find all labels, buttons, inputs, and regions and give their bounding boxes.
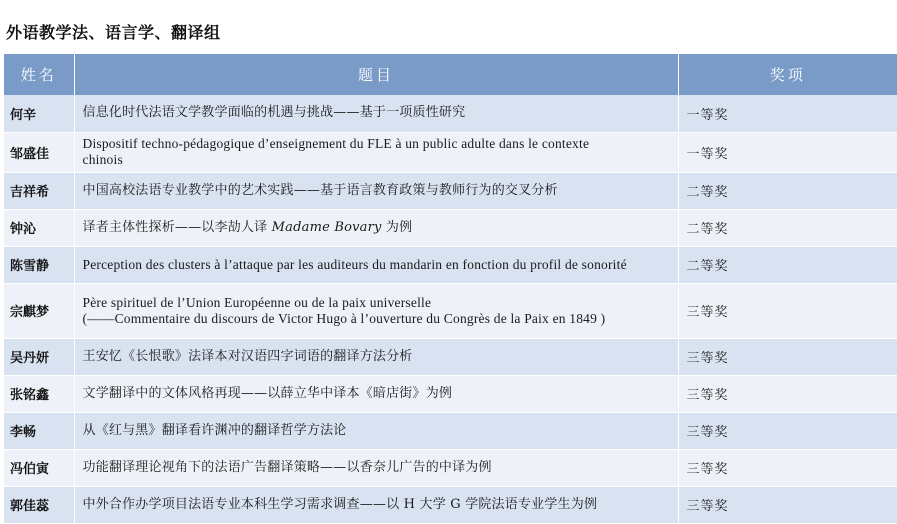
table-row bbox=[4, 375, 897, 412]
table-row bbox=[4, 412, 897, 449]
table-row bbox=[4, 209, 897, 246]
cell-award: 三等奖 bbox=[678, 375, 897, 412]
cell-title bbox=[74, 486, 678, 523]
cell-award: 三等奖 bbox=[678, 449, 897, 486]
cell-name: 钟沁 bbox=[4, 209, 74, 246]
section-title: 外语教学法、语言学、翻译组 bbox=[6, 23, 221, 42]
title-line: chinois bbox=[82, 152, 123, 167]
title-line: Perception des clusters à l’attaque par les auditeurs du mandarin en fonction du profil de sonorité bbox=[82, 256, 627, 272]
table-row bbox=[4, 95, 897, 132]
awards-table bbox=[4, 54, 897, 524]
cell-award: 一等奖 bbox=[678, 132, 897, 172]
title-line: 中国高校法语专业教学中的艺术实践——基于语言教育政策与教师行为的交叉分析 bbox=[82, 182, 558, 198]
title-pre: 译者主体性探析——以李劼人译 bbox=[82, 219, 272, 235]
cell-name: 吉祥希 bbox=[4, 172, 74, 209]
title-line: 中外合作办学项目法语专业本科生学习需求调查——以 H 大学 G 学院法语专业学生为例 bbox=[82, 496, 598, 512]
title-line: 王安忆《长恨歌》法译本对汉语四字词语的翻译方法分析 bbox=[82, 348, 413, 364]
table-row bbox=[4, 172, 897, 209]
cell-name: 何辛 bbox=[4, 95, 74, 132]
table-row bbox=[4, 486, 897, 523]
title-post: 为例 bbox=[381, 219, 413, 235]
title-line: Dispositif techno-pédagogique d’enseignement du FLE à un public adulte dans le contexte bbox=[82, 136, 590, 151]
cell-award: 三等奖 bbox=[678, 412, 897, 449]
title-line: Père spirituel de l’Union Européenne ou de la paix universelle bbox=[82, 294, 432, 310]
cell-title bbox=[74, 338, 678, 375]
cell-title bbox=[74, 375, 678, 412]
table-row bbox=[4, 449, 897, 486]
cell-title bbox=[74, 132, 678, 172]
header-title: 题目 bbox=[74, 54, 678, 95]
title-line: 信息化时代法语文学教学面临的机遇与挑战——基于一项质性研究 bbox=[82, 105, 466, 121]
header-award: 奖项 bbox=[678, 54, 897, 95]
cell-award: 三等奖 bbox=[678, 338, 897, 375]
cell-name: 陈雪静 bbox=[4, 246, 74, 283]
cell-name: 宗麒梦 bbox=[4, 283, 74, 338]
header-name: 姓名 bbox=[4, 54, 74, 95]
title-italic: Madame Bovary bbox=[271, 219, 382, 235]
title-line bbox=[83, 220, 672, 236]
table-row bbox=[4, 246, 897, 283]
title-line: 功能翻译理论视角下的法语广告翻译策略——以香奈儿广告的中译为例 bbox=[82, 459, 492, 475]
cell-award: 一等奖 bbox=[678, 95, 897, 132]
cell-title bbox=[74, 209, 678, 246]
cell-title bbox=[74, 412, 678, 449]
cell-name: 邹盛佳 bbox=[4, 132, 74, 172]
cell-title bbox=[74, 283, 678, 338]
table-row bbox=[4, 338, 897, 375]
cell-name: 吴丹妍 bbox=[4, 338, 74, 375]
cell-title bbox=[74, 95, 678, 132]
cell-award: 三等奖 bbox=[678, 486, 897, 523]
cell-title bbox=[74, 172, 678, 209]
cell-award: 二等奖 bbox=[678, 246, 897, 283]
cell-award: 二等奖 bbox=[678, 209, 897, 246]
cell-name: 郭佳蕊 bbox=[4, 486, 74, 523]
cell-name: 冯伯寅 bbox=[4, 449, 74, 486]
cell-award: 三等奖 bbox=[678, 283, 897, 338]
table-row bbox=[4, 132, 897, 172]
cell-title bbox=[74, 449, 678, 486]
table-header-row bbox=[4, 54, 897, 95]
cell-name: 张铭鑫 bbox=[4, 375, 74, 412]
cell-award: 二等奖 bbox=[678, 172, 897, 209]
cell-title bbox=[74, 246, 678, 283]
cell-name: 李畅 bbox=[4, 412, 74, 449]
title-line: 文学翻译中的文体风格再现——以薛立华中译本《暗店街》为例 bbox=[82, 385, 453, 401]
title-line: 从《红与黑》翻译看许渊冲的翻译哲学方法论 bbox=[82, 422, 347, 438]
table-row bbox=[4, 283, 897, 338]
title-line: (——Commentaire du discours de Victor Hugo à l’ouverture du Congrès de la Paix en 1849 ) bbox=[82, 310, 606, 326]
